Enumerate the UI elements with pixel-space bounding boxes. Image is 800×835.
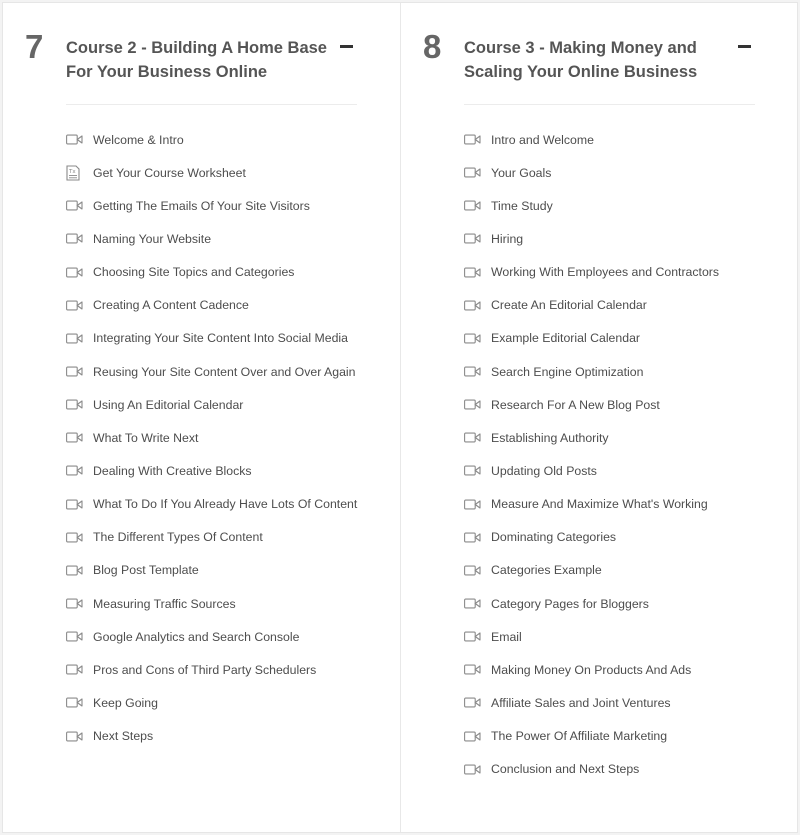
svg-text:Tx: Tx <box>69 168 76 175</box>
lesson-item[interactable] <box>464 421 719 454</box>
video-icon <box>66 697 83 709</box>
video-icon <box>66 465 83 477</box>
lesson-item[interactable] <box>464 123 719 156</box>
collapse-minus-icon[interactable] <box>738 45 751 48</box>
video-icon <box>464 432 481 444</box>
lesson-item[interactable] <box>66 123 357 156</box>
lesson-item[interactable] <box>66 156 357 189</box>
video-icon <box>464 134 481 146</box>
lesson-label: Choosing Site Topics and Categories <box>93 265 295 280</box>
lesson-label: The Different Types Of Content <box>93 530 263 545</box>
lesson-label: Intro and Welcome <box>491 132 594 147</box>
lesson-label: Using An Editorial Calendar <box>93 397 244 412</box>
video-icon <box>66 664 83 676</box>
lesson-label: Categories Example <box>491 563 602 578</box>
lesson-item[interactable] <box>464 587 719 620</box>
lesson-item[interactable] <box>464 753 719 786</box>
curriculum-panel <box>2 2 798 833</box>
lesson-item[interactable] <box>66 454 357 487</box>
video-icon <box>66 598 83 610</box>
lesson-label: Naming Your Website <box>93 231 212 246</box>
video-icon <box>464 266 481 278</box>
lesson-item[interactable] <box>66 421 357 454</box>
video-icon <box>464 531 481 543</box>
video-icon <box>464 631 481 643</box>
lesson-label: What To Write Next <box>93 430 199 445</box>
lesson-label: Affiliate Sales and Joint Ventures <box>491 695 671 710</box>
lesson-list <box>464 123 719 786</box>
video-icon <box>66 366 83 378</box>
lesson-item[interactable] <box>464 322 719 355</box>
lesson-label: Welcome & Intro <box>93 132 184 147</box>
lesson-item[interactable] <box>464 521 719 554</box>
lesson-item[interactable] <box>464 686 719 719</box>
lesson-item[interactable] <box>66 554 357 587</box>
video-icon <box>66 631 83 643</box>
lesson-label: Pros and Cons of Third Party Schedulers <box>93 662 317 677</box>
collapse-minus-icon[interactable] <box>340 45 353 48</box>
video-icon <box>66 399 83 411</box>
video-icon <box>66 200 83 212</box>
lesson-item[interactable] <box>66 686 357 719</box>
video-icon <box>464 598 481 610</box>
lesson-label: Updating Old Posts <box>491 463 597 478</box>
lesson-label: Email <box>491 629 522 644</box>
lesson-label: Dominating Categories <box>491 530 617 545</box>
lesson-item[interactable] <box>464 256 719 289</box>
lesson-item[interactable] <box>66 289 357 322</box>
video-icon <box>464 697 481 709</box>
section-number: 7 <box>25 28 44 65</box>
lesson-label: Measuring Traffic Sources <box>93 596 236 611</box>
video-icon <box>66 564 83 576</box>
lesson-label: Getting The Emails Of Your Site Visitors <box>93 198 310 213</box>
video-icon <box>66 299 83 311</box>
video-icon <box>464 200 481 212</box>
lesson-label: Create An Editorial Calendar <box>491 298 647 313</box>
divider <box>66 104 357 105</box>
lesson-label: Google Analytics and Search Console <box>93 629 300 644</box>
video-icon <box>464 564 481 576</box>
video-icon <box>66 498 83 510</box>
lesson-item[interactable] <box>464 653 719 686</box>
lesson-list <box>66 123 357 753</box>
lesson-label: Category Pages for Bloggers <box>491 596 649 611</box>
section-number: 8 <box>423 28 442 65</box>
video-icon <box>464 498 481 510</box>
lesson-item[interactable] <box>66 587 357 620</box>
video-icon <box>464 763 481 775</box>
video-icon <box>66 432 83 444</box>
course-title: Course 2 - Building A Home Base For Your Business Online <box>66 39 327 81</box>
lesson-label: The Power Of Affiliate Marketing <box>491 729 668 744</box>
video-icon <box>66 730 83 742</box>
lesson-label: Next Steps <box>93 729 154 744</box>
lesson-item[interactable] <box>66 620 357 653</box>
lesson-label: Your Goals <box>491 165 552 180</box>
video-icon <box>464 730 481 742</box>
lesson-label: Time Study <box>491 198 553 213</box>
video-icon <box>464 664 481 676</box>
lesson-item[interactable] <box>464 620 719 653</box>
lesson-item[interactable] <box>464 355 719 388</box>
lesson-item[interactable] <box>464 488 719 521</box>
lesson-label: Keep Going <box>93 695 158 710</box>
lesson-label: Establishing Authority <box>491 430 609 445</box>
course-title: Course 3 - Making Money and Scaling Your Online Business <box>464 39 698 81</box>
lesson-label: Integrating Your Site Content Into Social Media <box>93 331 348 346</box>
document-icon <box>66 167 83 179</box>
lesson-label: Measure And Maximize What's Working <box>491 497 708 512</box>
lesson-item[interactable] <box>464 189 719 222</box>
video-icon <box>464 366 481 378</box>
video-icon <box>66 531 83 543</box>
lesson-item[interactable] <box>464 454 719 487</box>
lesson-label: What To Do If You Already Have Lots Of Content <box>93 497 358 512</box>
lesson-label: Reusing Your Site Content Over and Over Again <box>93 364 356 379</box>
lesson-item[interactable] <box>66 322 357 355</box>
video-icon <box>464 332 481 344</box>
lesson-label: Dealing With Creative Blocks <box>93 463 252 478</box>
lesson-label: Making Money On Products And Ads <box>491 662 692 677</box>
lesson-item[interactable] <box>464 720 719 753</box>
lesson-item[interactable] <box>66 355 357 388</box>
video-icon <box>66 332 83 344</box>
divider <box>464 104 755 105</box>
video-icon <box>464 299 481 311</box>
lesson-item[interactable] <box>464 289 719 322</box>
lesson-item[interactable] <box>66 189 357 222</box>
lesson-label: Research For A New Blog Post <box>491 397 660 412</box>
lesson-item[interactable] <box>464 388 719 421</box>
lesson-item[interactable] <box>464 554 719 587</box>
lesson-item[interactable] <box>464 222 719 255</box>
video-icon <box>464 399 481 411</box>
lesson-item[interactable] <box>66 720 357 753</box>
lesson-item[interactable] <box>66 653 357 686</box>
lesson-item[interactable] <box>66 388 357 421</box>
lesson-label: Conclusion and Next Steps <box>491 762 640 777</box>
lesson-label: Hiring <box>491 231 524 246</box>
course-section-8 <box>400 3 797 832</box>
lesson-item[interactable] <box>66 521 357 554</box>
video-icon <box>66 134 83 146</box>
lesson-label: Working With Employees and Contractors <box>491 265 720 280</box>
lesson-label: Search Engine Optimization <box>491 364 644 379</box>
lesson-item[interactable] <box>66 488 357 521</box>
video-icon <box>464 167 481 179</box>
video-icon <box>464 233 481 245</box>
course-section-7 <box>3 3 400 832</box>
lesson-item[interactable] <box>66 256 357 289</box>
lesson-label: Creating A Content Cadence <box>93 298 249 313</box>
video-icon <box>66 233 83 245</box>
lesson-label: Blog Post Template <box>93 563 199 578</box>
lesson-item[interactable] <box>464 156 719 189</box>
lesson-item[interactable] <box>66 222 357 255</box>
video-icon <box>464 465 481 477</box>
video-icon <box>66 266 83 278</box>
lesson-label: Example Editorial Calendar <box>491 331 641 346</box>
lesson-label: Get Your Course Worksheet <box>93 165 246 180</box>
